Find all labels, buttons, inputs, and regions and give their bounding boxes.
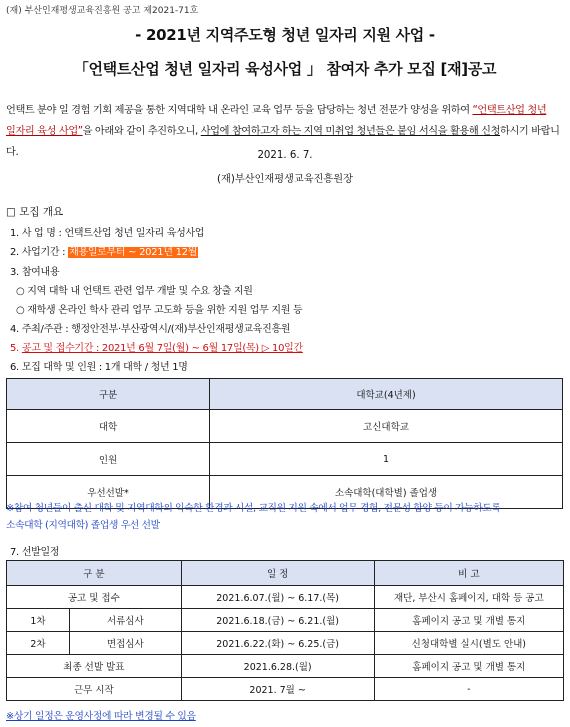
item-6: 6. 모집 대학 및 인원 : 1개 대학 / 청년 1명 (10, 362, 188, 373)
t1-cell: 인원 (7, 443, 210, 476)
table-row (7, 410, 563, 443)
item-5-value: 공고 및 접수기간 : 2021년 6월 7일(월) ~ 6월 17일(목) ▷ 10일간 (21, 343, 303, 354)
item-5 (10, 339, 303, 354)
recruitment-table (6, 378, 563, 509)
note-schedule: ※상기 일정은 운영사정에 따라 변경될 수 있음 (6, 711, 196, 722)
item-4: 4. 주최/주관 : 행정안전부·부산광역시/(재)부산인재평생교육진흥원 (10, 324, 291, 335)
section-title: □ 모집 개요 (6, 206, 64, 218)
t2-cell: 2021. 7월 ~ (181, 678, 374, 701)
item-3a: ○ 지역 대학 내 언택트 관련 업무 개발 및 수요 창출 지원 (16, 286, 253, 297)
t2-cell: 공고 및 접수 (7, 586, 182, 609)
t1-header-category: 구분 (7, 379, 210, 410)
table-row (7, 609, 564, 632)
t1-cell: 소속대학(대학별) 졸업생 (210, 476, 563, 509)
schedule-table (6, 560, 564, 701)
intro-underlined: 사업에 참여하고자 하는 지역 미취업 청년들은 붙임 서식을 활용해 신청 (200, 126, 501, 137)
title-line-1: - 2021년 지역주도형 청년 일자리 지원 사업 - (135, 26, 435, 44)
t2-cell: 재단, 부산시 홈페이지, 대학 등 공고 (374, 586, 563, 609)
intro-part-1: 언택트 분야 일 경험 기회 제공을 통한 지역대학 내 온라인 교육 업무 등을 담당하는 청년 전문가 양성을 위하여 (6, 105, 473, 116)
t2-cell: 근무 시작 (7, 678, 182, 701)
item-2 (10, 243, 198, 258)
table-row (7, 586, 564, 609)
table-row (7, 632, 564, 655)
item-3b: ○ 재학생 온라인 학사 관리 업무 고도화 등을 위한 지원 업무 지원 등 (16, 305, 303, 316)
issuing-org: (재)부산인재평생교육진흥원장 (217, 174, 353, 185)
item-2-value: 채용일로부터 ~ 2021년 12월 (69, 247, 198, 258)
note-priority-line-2: 소속대학 (지역대학) 졸업생 우선 선발 (6, 520, 160, 531)
t2-cell: 신청대학별 실시(별도 안내) (374, 632, 563, 655)
note-priority (6, 500, 566, 534)
t1-cell: 고신대학교 (210, 410, 563, 443)
notice-date: 2021. 6. 7. (257, 150, 313, 161)
t2-cell: 최종 선발 발표 (7, 655, 182, 678)
item-1: 1. 사 업 명 : 언택트산업 청년 일자리 육성사업 (10, 228, 205, 239)
notice-number: (재) 부산인재평생교육진흥원 공고 제2021-71호 (6, 6, 199, 16)
title-line-2: 「언택트산업 청년 일자리 육성사업 」 참여자 추가 모집 [재]공고 (73, 60, 497, 78)
table-row (7, 678, 564, 701)
t2-header-category: 구 분 (7, 561, 182, 586)
t2-cell: 홈페이지 공고 및 개별 통지 (374, 655, 563, 678)
intro-quoted-1: “언택트산업 청년 (472, 105, 547, 116)
t2-cell: - (374, 678, 563, 701)
t1-cell: 우선선발* (7, 476, 210, 509)
item-2-label: 2. 사업기간 : (10, 247, 69, 258)
t2-cell: 2021.6.07.(월) ~ 6.17.(목) (181, 586, 374, 609)
t1-cell: 대학 (7, 410, 210, 443)
table-row (7, 443, 563, 476)
t2-header-remarks: 비 고 (374, 561, 563, 586)
t1-header-university: 대학교(4년제) (210, 379, 563, 410)
item-7: 7. 선발일정 (10, 547, 60, 558)
intro-part-3: 하시기 바랍니다. (6, 126, 560, 158)
item-3: 3. 참여내용 (10, 267, 60, 278)
t2-cell: 2차 (7, 632, 70, 655)
note-priority-line-1: ※참여 청년들이 출신 대학 및 지역대학의 익숙한 환경과 시설, 교직원 지원 속에서 업무 경험, 전문성 함양 등이 가능하도록 (6, 503, 501, 514)
t2-cell: 2021.6.28.(월) (181, 655, 374, 678)
intro-quoted-2: 일자리 육성 사업” (6, 126, 83, 137)
t2-cell: 2021.6.18.(금) ~ 6.21.(월) (181, 609, 374, 632)
t2-header-schedule: 일 정 (181, 561, 374, 586)
t1-cell: 1 (210, 443, 563, 476)
item-5-label: 5. (10, 343, 22, 354)
t2-cell: 2021.6.22.(화) ~ 6.25.(금) (181, 632, 374, 655)
t2-cell: 홈페이지 공고 및 개별 통지 (374, 609, 563, 632)
intro-part-2: 을 아래와 같이 추진하오니, (82, 126, 201, 137)
t2-cell: 1차 (7, 609, 70, 632)
t2-cell: 면접심사 (70, 632, 182, 655)
table-row (7, 655, 564, 678)
t2-cell: 서류심사 (70, 609, 182, 632)
